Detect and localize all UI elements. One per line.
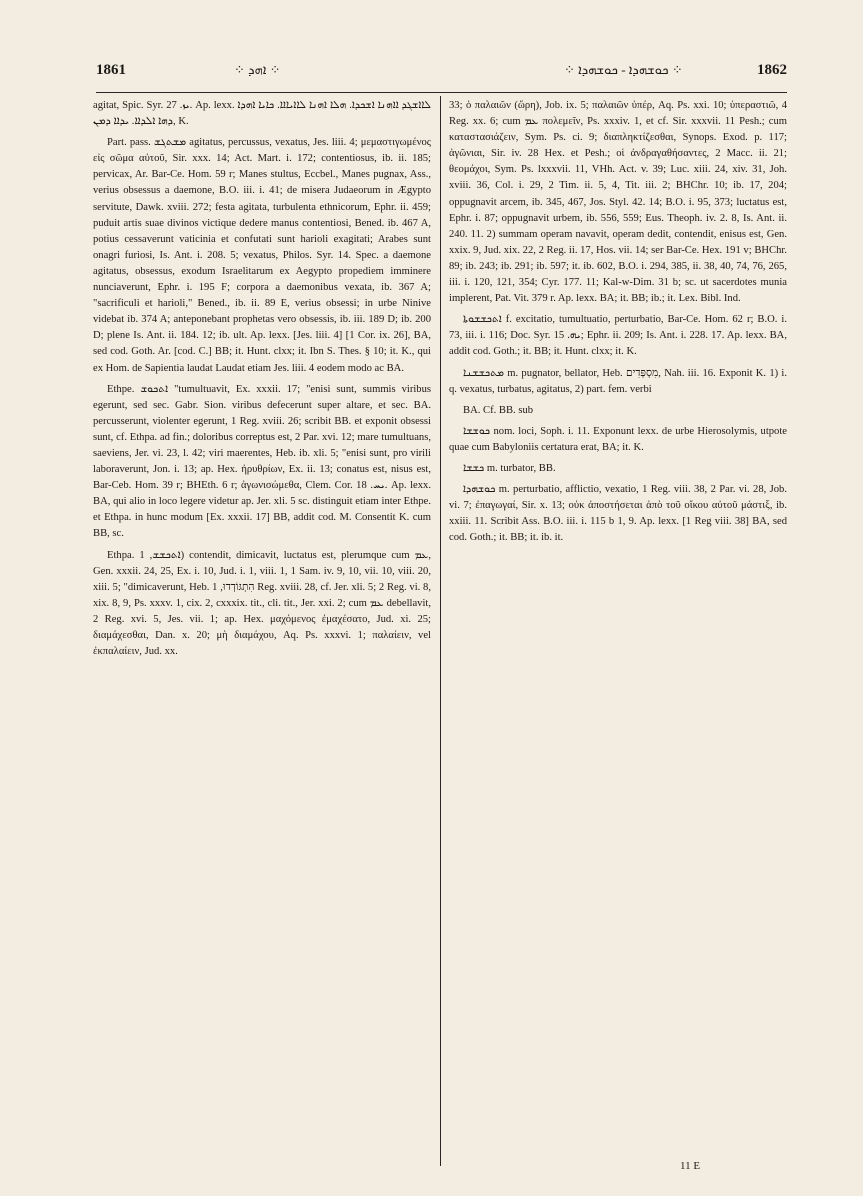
entry-paragraph: 33; ὁ παλαιῶν (ὥρη), Job. ix. 5; παλαιῶν ὑπέρ, Aq. Ps. xxi. 10; ὑπεραστιῶ, 4 Reg. xx. 6; cum ܥܡ πολεμεῖν, Ps. xxxiv. 1, et cf. Sir. xxxvii. 11 Pesh.; cum καταστασιάζειν, Sym. Ps. ci. 9; διαπληκτίζεσθαι, Synops. Exod. p. 117; ἀγῶνιαι, Sir. iv. 28 Hex. et Pesh.; οἱ ἀνδραγαθήσαντες, 2 Macc. ii. 21; θεομάχοι, Sym. Ps. lxxxvii. 11, VHh. Act. v. 39; Luc. xiii. 24, xiv. 31, Joh. xviii. 36, Col. i. 29, 2 Tim. ii. 5, 4, Tit. iii. 2; BHChr. 10; ib. 17, 204; oppugnavit arcem, ib. 345, 467, Jos. Styl. 42. 14; B.O. i. 95, 373; luctatus est, Ephr. i. 87; oppugnavit urbem, ib. 556, 559; Eus. Theoph. iv. 2. 8, Is. Ant. ii. 240. 11. 2) summam operam navavit, operam dedit, contendit, enisus est, Gen. xxix. 9, Jud. xix. 22, 2 Reg. ii. 17, Hos. vii. 14; ser Bar-Ce. Hex. 191 v; BHChr. 89; ib. 243; ib. 291; ib. 597; it. ib. 602, B.O. i. 294, 385, ii. 38, 40, 74, 76, 265, iii. i. 120, 121, 354; Cyr. 177. 11; Kal-w-Dim. 31 b; sc. ut sacerdotes munia implerent, Pat. Vit. 379 r. Ap. lexx. BA; it. BB; ib.; it. Lex. Bibl. Ind. xyxy=(449,100,787,305)
entry-paragraph: ܡܬܟܫܫܢܐ m. pugnator, bellator, Heb. מִסְפְּדִים, Nah. iii. 16. Exponit K. 1) i. q. vexatus, turbatus, agitatus, 2) part. fem. verbi xyxy=(449,367,787,395)
page-number-right: 1862 xyxy=(757,62,787,78)
running-head-right: ⁘ ܟܘܫܗܕܐ - ܟܘܫܗܕܐ ⁘ xyxy=(564,62,683,77)
entry-paragraph: ܟܫܫܐ m. turbator, BB. xyxy=(463,462,556,474)
entry-paragraph: Ethpe. ܐܬܟܘܫ "tumultuavit, Ex. xxxii. 17; "enisi sunt, summis viribus egerunt, sed sec. Gabr. Sion. viribus defecerunt super altare, et sec. BA. percusserunt, violenter egerunt, 1 Reg. xviii. 26; scribit BB. et exponit obsessi sunt, cf. Ethpa. ad fin.; doloribus correptus est, 2 Par. xvi. 12; mare tumultuans, saeviens, Jer. vi. 23, l. 42; viri maerentes, Heb. ib. xli. 5; "enisi sunt, pro virili laboraverunt, Jon. i. 13; ap. Hex. ἠρυθρίων, Ex. ii. 13; conatus est, nisus est, Bar-Ceb. Hom. 39 r; BHEth. 6 r; ἀγωνισώμεθα, Clem. Cor. ܝܚ. 18. Ap. lexx. BA, qui alio in loco legere videtur ap. Jer. xli. 5 sc. distinguit etiam inter Ethpe. et Ethpa. in hunc modum [Ex. xxxii. 17] BB, addit cod. M. Consentit K. cum BB, sc. xyxy=(93,383,431,540)
entry-paragraph: BA. Cf. BB. sub xyxy=(463,404,534,416)
entry-paragraph: agitat, Spic. Syr. ܝܙ. 27. Ap. lexx. ܠܐܐܫܓܕ ܐܐܗܢܐ ܐܫܟܕܐ. ܗܠܐ ܐܗܢܐ ܠܐܐܝܐܐܐ. ܟܐܝܐ ܐܗܕܐ ܕܗܐ ܐܠܕܐܐ. ܝܕܐܐ ܕܡܢ, K. xyxy=(93,100,431,128)
header-rule xyxy=(96,92,787,93)
column-divider xyxy=(440,96,441,1166)
running-head-left: ⁘ ܐܗܕ ⁘ xyxy=(234,62,281,77)
left-column xyxy=(93,98,431,1158)
entry-paragraph: ܟܘܫܫܐ nom. loci, Soph. i. 11. Exponunt lexx. de urbe Hierosolymis, utpote quae cum Babyloniis certatura erat, BA; it. K. xyxy=(449,425,787,453)
entry-paragraph: Part. pass. ܡܫܬܓܫ agitatus, percussus, vexatus, Jes. liii. 4; μεμαστιγωμένος εἰς σῶμα αὐτοῦ, Sir. xxx. 14; Act. Mart. i. 172; contentiosus, ib. ii. 185; pervicax, Ar. Bar-Ce. Hom. 59 r; Manes stultus, Eccbel., Manes pugnax, Ass., verius obsessus a daemone, B.O. iii. i. 41; de misera Judaeorum in Ægypto servitute, Dawk. xviii. 272; festa agitata, turbulenta ethnicorum, Ephr. ii. 459; puduit artis suae divinos victique dedere manus contentiosi, Bened. ib. 467 A, potius cessaverunt vaticinia et confutati sunt harioli exagitati; Arabes sunt onagri furiosi, Is. Ant. i. 208. 5; vexatus, Philos. Syr. 14. Spec. a daemone agitatus, obsessus, exodum Israelitarum ex Aegypto propediem imminere nunciaverunt, Ephr. i. 195 F; corpora a daemonibus vexata, ib. 367 A; "sacrificuli et harioli," Bened., ib. ii. 89 E, verius obsessi; in urbe Ninive videbat ib. 374 A; anteponebant prophetas vero obsessis, ib. iii. 189 D; ib. 200 D; plene Is. Ant. ii. 184. 12; ib. ult. Ap. lexx. [Jes. liii. 4] [1 Cor. ix. 26], BA, sed cod. Goth. Ar. [cod. C.] BB; it. Hunt. clxx; it. Ibn S. Thes. § 10; it. K., qui ex Hom. de Sapientia laudat Laudat etiam Jes. liii. 4 eodem modo ac BA. xyxy=(93,137,431,374)
page-header xyxy=(96,62,787,86)
right-column xyxy=(449,98,787,1158)
entry-paragraph: ܟܘܫܗܕܐ m. perturbatio, afflictio, vexatio, 1 Reg. viii. 38, 2 Par. vi. 28, Job. vi. 7; ἐπαγωγαί, Sir. x. 13; οὐκ ἀποστήσεται ἀπὸ τοῦ οἴκου αὐτοῦ μάστιξ, ib. xxiii. 11. Scribit Ass. B.O. iii. i. 115 b 1, 9. Ap. lexx. [1 Reg viii. 38] BA, sed cod. Goth.; it. BB; it. ib. it. xyxy=(449,484,787,544)
entry-paragraph: Ethpa. ܐܬܟܫܫ, 1) contendit, dimicavit, luctatus est, plerumque cum ܥܡ, Gen. xxxii. 24, 25, Ex. i. 10, Jud. i. 1, viii. 1, 1 Sam. iv. 9, 10, vii. 10, viii. 20, xiii. 5; "dimicaverunt, Heb. הִתְגּוֹדְדוּ, 1 Reg. xviii. 28, cf. Jer. xli. 5; 2 Reg. vi. 8, xix. 8, 9, Ps. xxxv. 1, cix. 2, cxxxix. tit., cli. tit., Jer. xxi. 2; cum ܥܡ debellavit, 2 Reg. xvi. 5, Jes. vii. 1; ap. Hex. μαχόμενος ἐμαχέσατο, Jud. xi. 25; διαμάχεσθαι, Dan. x. 20; μὴ διαμάχου, Aq. Ps. xxxvi. 1; παλαίειν, vel ἐκπαλαίειν, Jud. xx. xyxy=(93,549,431,658)
signature-mark: 11 E xyxy=(680,1160,701,1172)
page-number-left: 1861 xyxy=(96,62,126,78)
entry-paragraph: ܐܬܟܫܫܘܬܐ f. excitatio, tumultuatio, perturbatio, Bar-Ce. Hom. 62 r; B.O. i. 73, iii. i. 116; Doc. Syr. ܝܗ. 15; Ephr. ii. 209; Is. Ant. i. 228. 17. Ap. lexx. BA, addit cod. Goth.; it. BB; it. Hunt. clxx; it. K. xyxy=(449,314,787,358)
